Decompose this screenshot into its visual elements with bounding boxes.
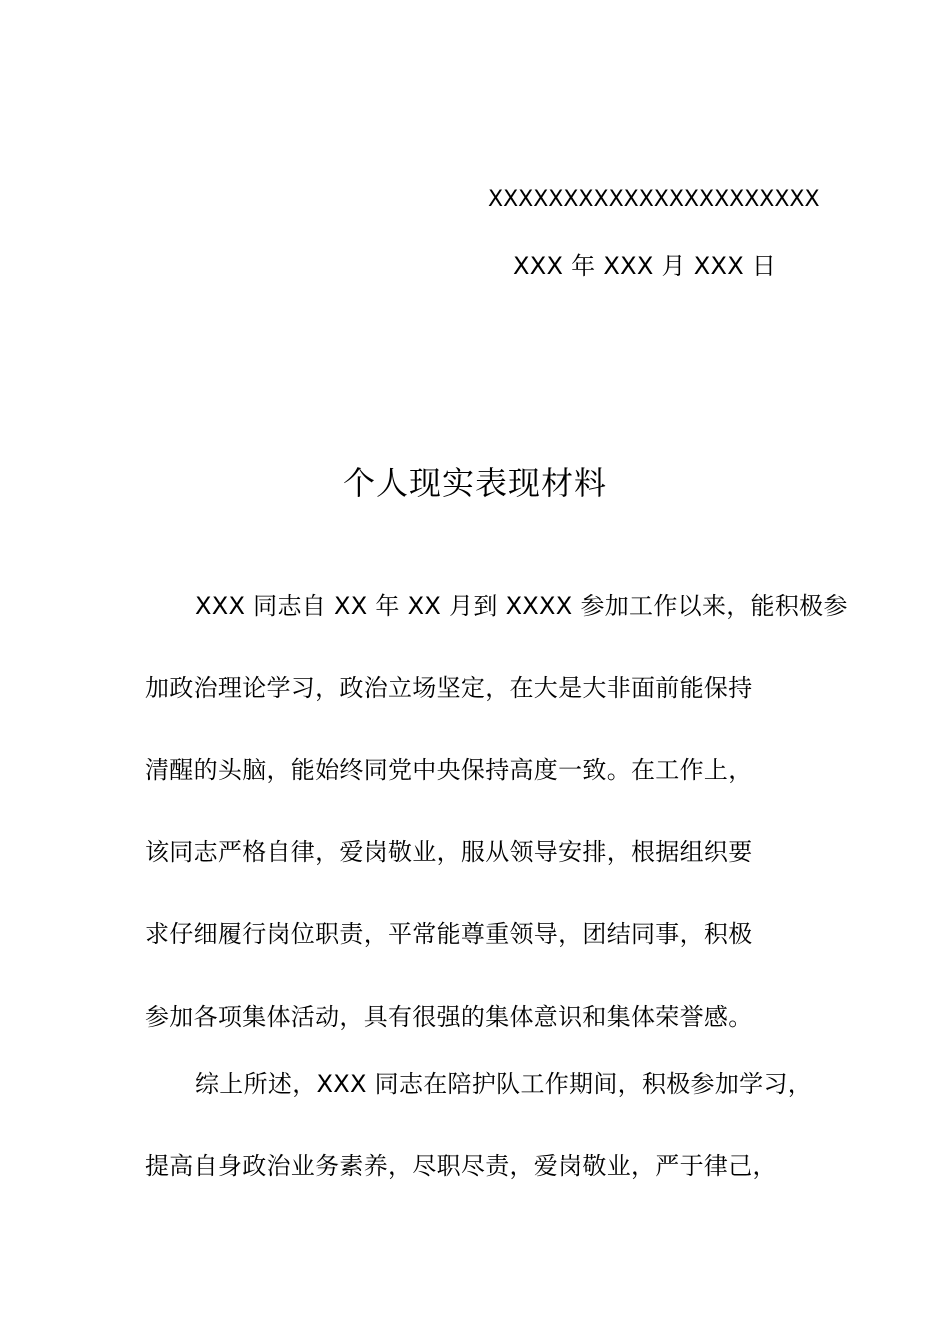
- paragraph-line: 该同志严格自律，爱岗敬业，服从领导安排，根据组织要: [145, 838, 753, 866]
- paragraph-line: 综上所述，XXX 同志在陪护队工作期间，积极参加学习，: [195, 1070, 813, 1098]
- paragraph-line: 参加各项集体活动，具有很强的集体意识和集体荣誉感。: [145, 1003, 753, 1031]
- paragraph-line: 求仔细履行岗位职责，平常能尊重领导，团结同事，积极: [145, 920, 753, 948]
- paragraph-line: XXX 同志自 XX 年 XX 月到 XXXX 参加工作以来，能积极参: [195, 592, 848, 620]
- paragraph-line: 提高自身政治业务素养，尽职尽责，爱岗敬业，严于律己，: [145, 1152, 777, 1180]
- paragraph-line: 加政治理论学习，政治立场坚定，在大是大非面前能保持: [145, 674, 753, 702]
- paragraph-line: 清醒的头脑，能始终同党中央保持高度一致。在工作上，: [145, 756, 753, 784]
- signature-date: XXX 年 XXX 月 XXX 日: [513, 252, 777, 280]
- signature-organization: XXXXXXXXXXXXXXXXXXXXXX: [488, 187, 820, 212]
- document-title: 个人现实表现材料: [342, 464, 607, 502]
